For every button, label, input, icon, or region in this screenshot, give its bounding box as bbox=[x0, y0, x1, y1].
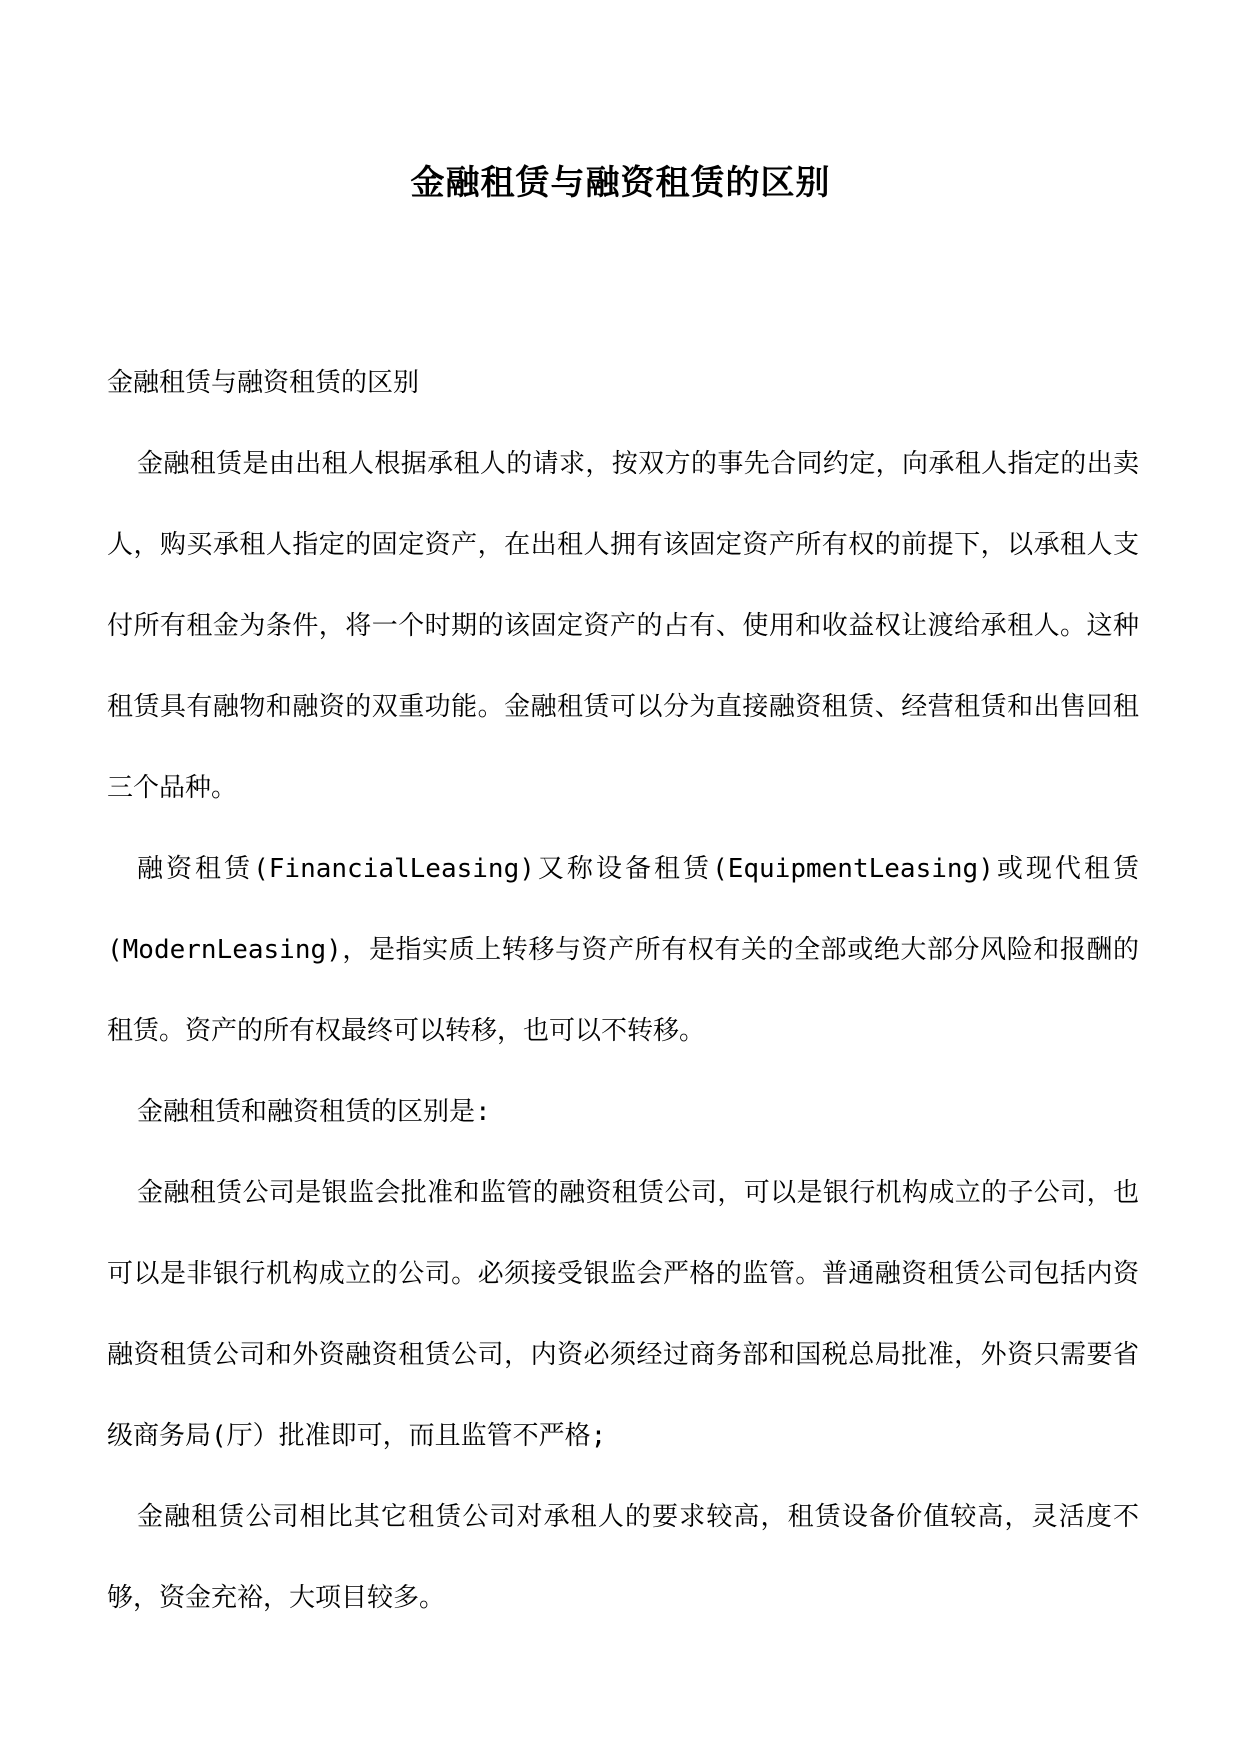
paragraph-requirements-difference: 金融租赁公司相比其它租赁公司对承租人的要求较高，租赁设备价值较高，灵活度不够，资金充裕，大项目较多。 bbox=[107, 1502, 1139, 1613]
document-title: 金融租赁与融资租赁的区别 bbox=[410, 163, 831, 203]
paragraph-difference-intro: 金融租赁和融资租赁的区别是: bbox=[137, 1097, 491, 1127]
paragraph-financial-leasing-definition: 金融租赁是由出租人根据承租人的请求，按双方的事先合同约定，向承租人指定的出卖人，购买承租人指定的固定资产，在出租人拥有该固定资产所有权的前提下，以承租人支付所有租金为条件，将一个时期的该固定资产的占有、使用和收益权让渡给承租人。这种租赁具有融物和融资的双重功能。金融租赁可以分为直接融资租赁、经营租赁和出售回租三个品种。 bbox=[107, 449, 1139, 803]
paragraph-regulation-difference: 金融租赁公司是银监会批准和监管的融资租赁公司，可以是银行机构成立的子公司，也可以是非银行机构成立的公司。必须接受银监会严格的监管。普通融资租赁公司包括内资融资租赁公司和外资融资租赁公司，内资必须经过商务部和国税总局批准，外资只需要省级商务局(厅）批准即可，而且监管不严格; bbox=[107, 1178, 1139, 1451]
paragraph-finance-lease-definition: 融资租赁(FinancialLeasing)又称设备租赁(EquipmentLeasing)或现代租赁(ModernLeasing)，是指实质上转移与资产所有权有关的全部或绝大部分风险和报酬的租赁。资产的所有权最终可以转移，也可以不转移。 bbox=[107, 854, 1139, 1046]
document-body bbox=[107, 343, 1139, 1639]
document-subtitle: 金融租赁与融资租赁的区别 bbox=[107, 368, 420, 398]
